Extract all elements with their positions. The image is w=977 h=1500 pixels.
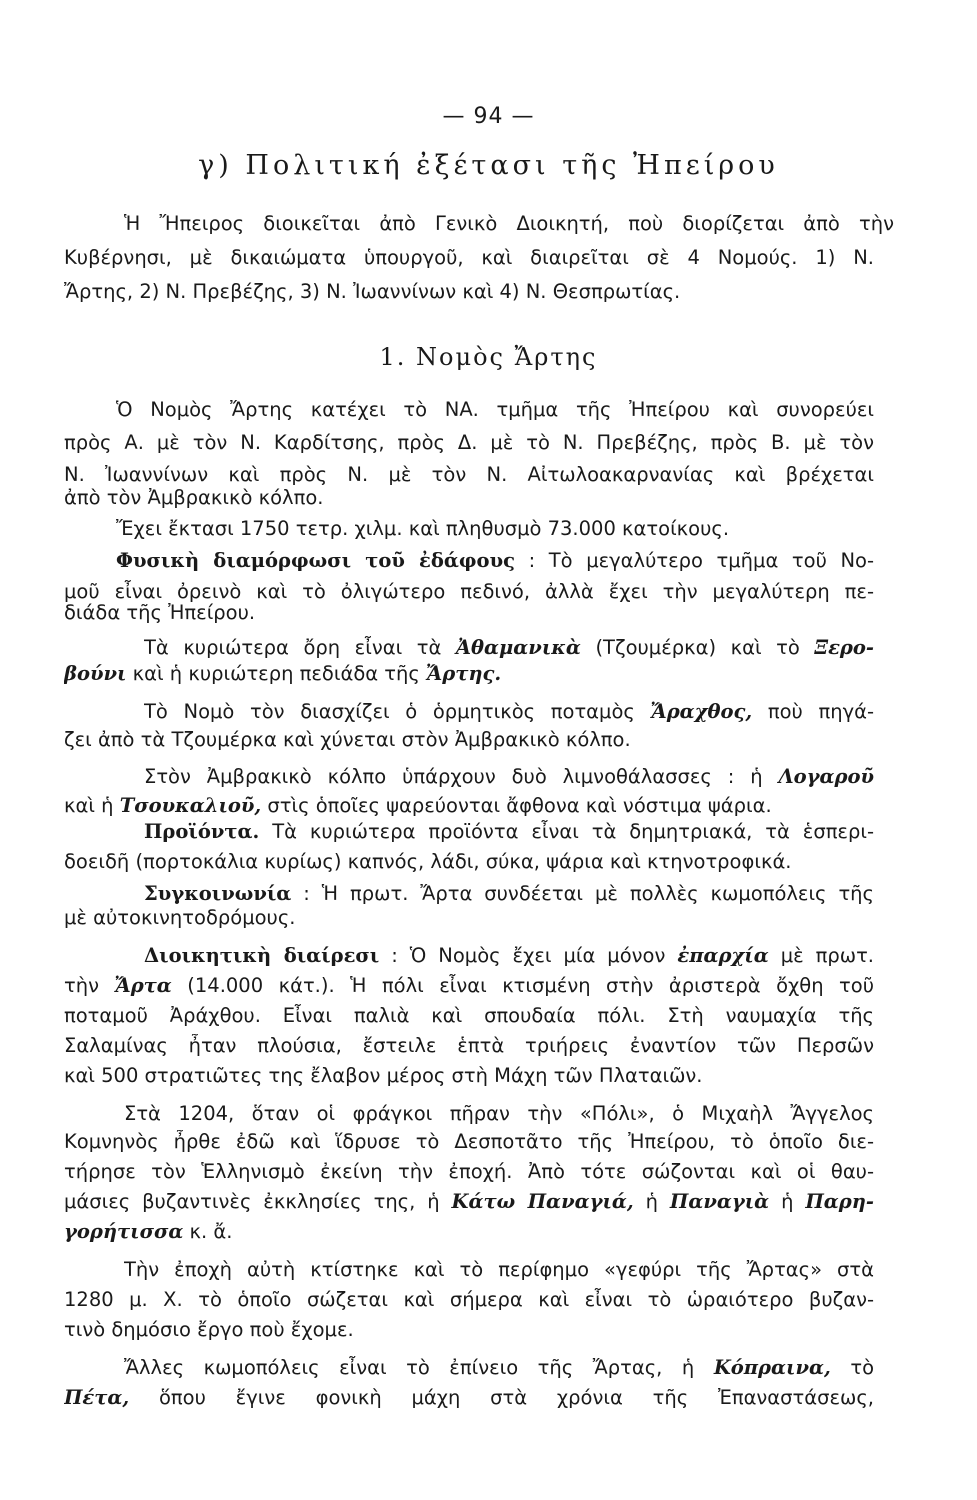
text-line: γορήτισσα κ. ἄ. — [64, 1220, 233, 1243]
text-line: πρὸς Α. μὲ τὸν Ν. Καρδίτσης, πρὸς Δ. μὲ τὸ Ν. Πρεβέζης, πρὸς Β. μὲ τὸν — [64, 431, 874, 454]
emphasized-term: Τσουκαλιοῦ, — [119, 794, 262, 817]
text-line: ποταμοῦ Ἀράχθου. Εἶναι παλιὰ καὶ σπουδαία πόλι. Στὴ ναυμαχία τῆς — [64, 1004, 874, 1027]
emphasized-term: Ἄραχθος, — [650, 700, 753, 723]
text-line: τὴν Ἄρτα (14.000 κάτ.). Ἡ πόλι εἶναι κτισμένη στὴν ἀριστερὰ ὄχθη τοῦ — [64, 974, 874, 997]
section-label: Φυσικὴ διαμόρφωσι τοῦ ἐδάφους — [116, 549, 515, 572]
text-line: Κομνηνὸς ἦρθε ἐδῶ καὶ ἵδρυσε τὸ Δεσποτᾶτο τῆς Ἠπείρου, τὸ ὁποῖο διε- — [64, 1130, 874, 1153]
text-line: Τὰ κυριώτερα ὄρη εἶναι τὰ Ἀθαμανικὰ (Τζουμέρκα) καὶ τὸ Ξερο- — [144, 636, 874, 659]
text-line: Διοικητικὴ διαίρεσι : Ὁ Νομὸς ἔχει μία μόνον ἐπαρχία μὲ πρωτ. — [144, 944, 874, 967]
section-label: Διοικητικὴ διαίρεσι — [144, 944, 380, 967]
emphasized-term: βούνι — [64, 662, 127, 685]
text-line: βούνι καὶ ἡ κυριώτερη πεδιάδα τῆς Ἄρτης. — [64, 662, 502, 685]
text-line: Κυβέρνησι, μὲ δικαιώματα ὑπουργοῦ, καὶ διαιρεῖται σὲ 4 Νομούς. 1) Ν. — [64, 246, 874, 269]
emphasized-term: Παναγιὰ — [669, 1190, 770, 1213]
emphasized-term: Ἀθαμανικὰ — [455, 636, 581, 659]
emphasized-term: γορήτισσα — [64, 1220, 184, 1243]
text-line: Ἡ Ἤπειρος διοικεῖται ἀπὸ Γενικὸ Διοικητή, ποὺ διορίζεται ἀπὸ τὴν — [124, 212, 894, 235]
emphasized-term: Κόπραινα, — [713, 1356, 831, 1379]
text-line: Ἄρτης, 2) Ν. Πρεβέζης, 3) Ν. Ἰωαννίνων καὶ 4) Ν. Θεσπρωτίας. — [64, 280, 681, 303]
text-line: Ν. Ἰωαννίνων καὶ πρὸς Ν. μὲ τὸν Ν. Αἰτωλοακαρνανίας καὶ βρέχεται — [64, 463, 874, 486]
text-line: δοειδῆ (πορτοκάλια κυρίως) καπνός, λάδι, σύκα, ψάρια καὶ κτηνοτροφικά. — [64, 850, 792, 873]
text-line: Ὁ Νομὸς Ἄρτης κατέχει τὸ ΝΑ. τμῆμα τῆς Ἠπείρου καὶ συνορεύει — [116, 398, 874, 421]
text-line: Ἄλλες κωμοπόλεις εἶναι τὸ ἐπίνειο τῆς Ἄρτας, ἡ Κόπραινα, τὸ — [124, 1356, 874, 1379]
section-label: Προϊόντα. — [144, 820, 260, 843]
text-line: Τὴν ἐποχὴ αὐτὴ κτίστηκε καὶ τὸ περίφημο «γεφύρι τῆς Ἄρτας» στὰ — [124, 1258, 874, 1281]
text-line: μάσιες βυζαντινὲς ἐκκλησίες της, ἡ Κάτω Παναγιά, ἡ Παναγιὰ ἡ Παρη- — [64, 1190, 874, 1213]
text-line: μοῦ εἶναι ὀρεινὸ καὶ τὸ ὀλιγώτερο πεδινό, ἀλλὰ ἔχει τὴν μεγαλύτερη πε- — [64, 580, 874, 603]
emphasized-term: Πέτα, — [64, 1386, 130, 1409]
section-title: γ) Πολιτική ἐξέτασι τῆς Ἠπείρου — [198, 150, 779, 181]
text-line: Πέτα, ὅπου ἔγινε φονικὴ μάχη στὰ χρόνια τῆς Ἐπαναστάσεως, — [64, 1386, 874, 1409]
text-line: διάδα τῆς Ἠπείρου. — [64, 601, 256, 624]
subsection-title: 1. Νομὸς Ἄρτης — [379, 343, 598, 371]
text-line: καὶ ἡ Τσουκαλιοῦ, στὶς ὁποῖες ψαρεύονται ἄφθονα καὶ νόστιμα ψάρια. — [64, 794, 772, 817]
emphasized-term: Ἄρτα — [114, 974, 172, 997]
text-line: Τὸ Νομὸ τὸν διασχίζει ὁ ὁρμητικὸς ποταμὸς Ἄραχθος, ποὺ πηγά- — [144, 700, 874, 723]
emphasized-term: Ξερο- — [814, 636, 874, 659]
text-line: Στὸν Ἀμβρακικὸ κόλπο ὑπάρχουν δυὸ λιμνοθάλασσες : ἡ Λογαροῦ — [144, 765, 874, 788]
text-line: Συγκοινωνία : Ἡ πρωτ. Ἄρτα συνδέεται μὲ πολλὲς κωμοπόλεις τῆς — [144, 882, 874, 905]
text-line: τήρησε τὸν Ἑλληνισμὸ ἐκείνη τὴν ἐποχή. Ἀπὸ τότε σώζονται καὶ οἱ θαυ- — [64, 1160, 874, 1183]
text-line: ζει ἀπὸ τὰ Τζουμέρκα καὶ χύνεται στὸν Ἀμβρακικὸ κόλπο. — [64, 728, 631, 751]
text-line: Στὰ 1204, ὅταν οἱ φράγκοι πῆραν τὴν «Πόλι», ὁ Μιχαὴλ Ἄγγελος — [124, 1102, 874, 1125]
section-label: Συγκοινωνία — [144, 882, 292, 905]
text-line: Ἔχει ἔκτασι 1750 τετρ. χιλμ. καὶ πληθυσμὸ 73.000 κατοίκους. — [116, 517, 730, 540]
text-line: τινὸ δημόσιο ἔργο ποὺ ἔχομε. — [64, 1318, 354, 1341]
text-line: ἀπὸ τὸν Ἀμβρακικὸ κόλπο. — [64, 486, 324, 509]
text-line: Σαλαμίνας ἦταν πλούσια, ἔστειλε ἑπτὰ τριήρεις ἐναντίον τῶν Περσῶν — [64, 1034, 874, 1057]
emphasized-term: Κάτω Παναγιά, — [451, 1190, 634, 1213]
emphasized-term: ἐπαρχία — [677, 944, 769, 967]
page-number: — 94 — — [442, 104, 535, 129]
text-line: καὶ 500 στρατιῶτες της ἔλαβον μέρος στὴ Μάχη τῶν Πλαταιῶν. — [64, 1064, 703, 1087]
emphasized-term: Ἄρτης. — [426, 662, 502, 685]
text-line: Προϊόντα. Τὰ κυριώτερα προϊόντα εἶναι τὰ δημητριακά, τὰ ἑσπερι- — [144, 820, 874, 843]
text-line: μὲ αὐτοκινητοδρόμους. — [64, 906, 296, 929]
emphasized-term: Λογαροῦ — [778, 765, 874, 788]
emphasized-term: Παρη- — [805, 1190, 874, 1213]
text-line: Φυσικὴ διαμόρφωσι τοῦ ἐδάφους : Τὸ μεγαλύτερο τμῆμα τοῦ Νο- — [116, 549, 874, 572]
text-line: 1280 μ. Χ. τὸ ὁποῖο σώζεται καὶ σήμερα καὶ εἶναι τὸ ὡραιότερο βυζαν- — [64, 1288, 874, 1311]
